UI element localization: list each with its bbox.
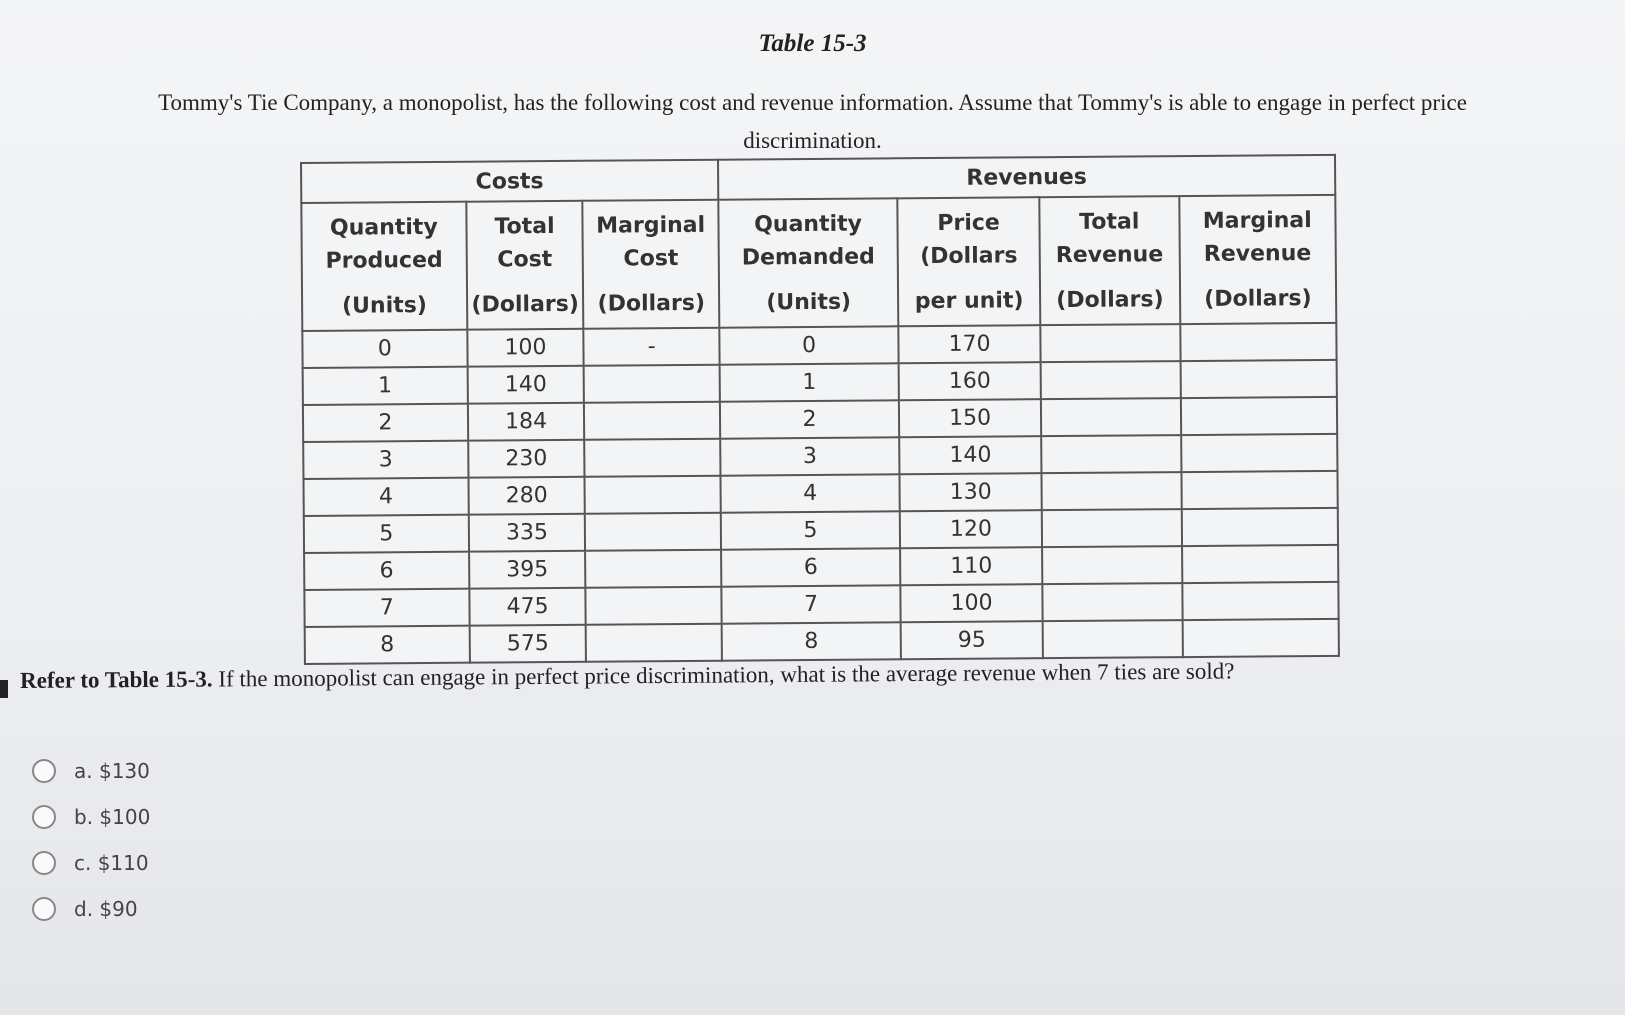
question-body: If the monopolist can engage in perfect price discrimination, what is the average revenue when 7 ties are sold? [212,658,1235,692]
column-header-line: Demanded [741,243,875,271]
column-header-unit: per unit) [914,287,1024,314]
table-cell: - [584,328,720,366]
column-header-line: Revenue [1203,240,1312,267]
table-cell: 140 [467,366,584,404]
table-cell: 130 [900,473,1042,511]
table-cell [584,365,720,403]
intro-text [40,84,1585,160]
table-cell: 6 [304,552,469,590]
table-cell: 4 [303,478,468,516]
table-cell [585,550,721,588]
question-text [20,657,1440,694]
table-cell: 7 [304,589,469,627]
table-cell [1042,509,1182,547]
answer-option[interactable] [32,748,150,794]
table-cell: 1 [720,363,900,401]
column-header [301,202,467,331]
column-header-unit: (Units) [766,289,852,315]
table-body [302,323,1339,664]
column-header-line: Total [494,213,555,239]
column-header-unit: (Dollars) [597,290,706,317]
table-cell: 184 [468,403,585,441]
table-cell: 100 [467,329,584,367]
table-cell: 575 [469,625,586,663]
column-header-line: Quantity [754,211,863,237]
column-header-unit: (Dollars) [1056,286,1164,313]
table-cell: 335 [468,514,585,552]
table-cell [585,476,721,514]
cost-revenue-table-wrap [300,154,1340,665]
column-header-unit: (Dollars) [1204,285,1312,312]
table-cell: 0 [719,326,899,364]
table-cell: 110 [900,547,1042,585]
column-header-unit: (Dollars) [471,291,579,318]
answer-option[interactable] [32,840,150,886]
table-cell [1181,434,1338,472]
table-cell: 475 [469,588,586,626]
radio-button[interactable] [32,759,56,783]
table-cell: 2 [720,400,900,438]
table-cell [1040,324,1180,362]
column-header-line: Marginal [596,212,706,239]
column-header [1179,195,1336,324]
table-cell [1182,545,1339,583]
column-header [1039,196,1180,325]
column-header-line: Revenue [1055,241,1164,268]
column-header-line: Marginal [1202,207,1312,234]
table-cell [1181,471,1338,509]
column-header-row [301,195,1336,331]
table-cell [1041,398,1181,436]
table-cell [1041,472,1181,510]
table-cell: 395 [469,551,586,589]
column-header-line: (Dollars [920,242,1018,269]
answer-option-label: b. $100 [74,805,151,829]
group-header-costs: Costs [301,160,718,203]
table-cell: 150 [899,399,1041,437]
table-cell [1042,583,1182,621]
table-row [305,619,1339,664]
table-title: Table 15-3 [758,30,867,57]
table-cell: 5 [304,515,469,553]
column-header [466,201,584,330]
table-cell: 160 [899,362,1041,400]
column-header [718,198,898,327]
column-header [583,200,720,329]
table-cell [1181,397,1338,435]
table-cell: 3 [720,437,900,475]
table-cell: 4 [720,474,900,512]
column-header-line: Cost [497,246,553,272]
table-cell [1182,582,1339,620]
intro-line-2: discrimination. [743,128,882,153]
answer-option-label: c. $110 [74,851,149,875]
table-cell [1042,546,1182,584]
table-cell: 100 [901,584,1043,622]
column-header-line: Quantity [329,214,438,241]
table-cell: 230 [468,440,585,478]
table-cell: 280 [468,477,585,515]
table-cell [1043,620,1183,658]
table-cell: 8 [305,626,470,664]
table-cell: 140 [899,436,1041,474]
column-header-line: Produced [325,247,443,274]
table-cell: 2 [303,404,468,442]
radio-button[interactable] [32,851,56,875]
table-cell: 6 [721,548,901,586]
table-cell [1041,435,1181,473]
table-cell [1180,323,1337,361]
table-cell [1181,508,1338,546]
table-cell [585,439,721,477]
column-header-line: Total [1079,208,1140,235]
radio-button[interactable] [32,805,56,829]
cost-revenue-table [300,154,1340,665]
table-cell: 5 [721,511,901,549]
question-lead: Refer to Table 15-3. [20,666,213,693]
answer-option[interactable] [32,886,150,932]
table-cell [1182,619,1339,657]
table-cell [586,624,722,662]
table-cell [585,513,721,551]
table-cell: 7 [721,585,901,623]
column-header [898,197,1041,326]
table-cell: 120 [900,510,1042,548]
column-header-line: Cost [623,245,679,271]
table-cell: 3 [303,441,468,479]
scroll-marker [0,680,8,698]
radio-button[interactable] [32,897,56,921]
table-cell: 0 [302,330,467,368]
answer-options [32,748,150,932]
table-cell [1041,361,1181,399]
answer-option-label: a. $130 [74,759,150,783]
group-header-revenues: Revenues [718,155,1335,200]
column-header-unit: (Units) [341,292,427,319]
table-cell [584,402,720,440]
table-cell [1180,360,1337,398]
answer-option[interactable] [32,794,150,840]
table-cell: 8 [722,622,902,660]
answer-option-label: d. $90 [74,897,138,921]
table-cell: 95 [901,621,1043,659]
table-cell [586,587,722,625]
intro-line-1: Tommy's Tie Company, a monopolist, has the following cost and revenue information. Assume that Tommy's is able to engage in perfect price [158,90,1467,115]
table-cell: 170 [899,325,1041,363]
table-cell: 1 [303,367,468,405]
column-header-line: Price [937,210,1000,236]
